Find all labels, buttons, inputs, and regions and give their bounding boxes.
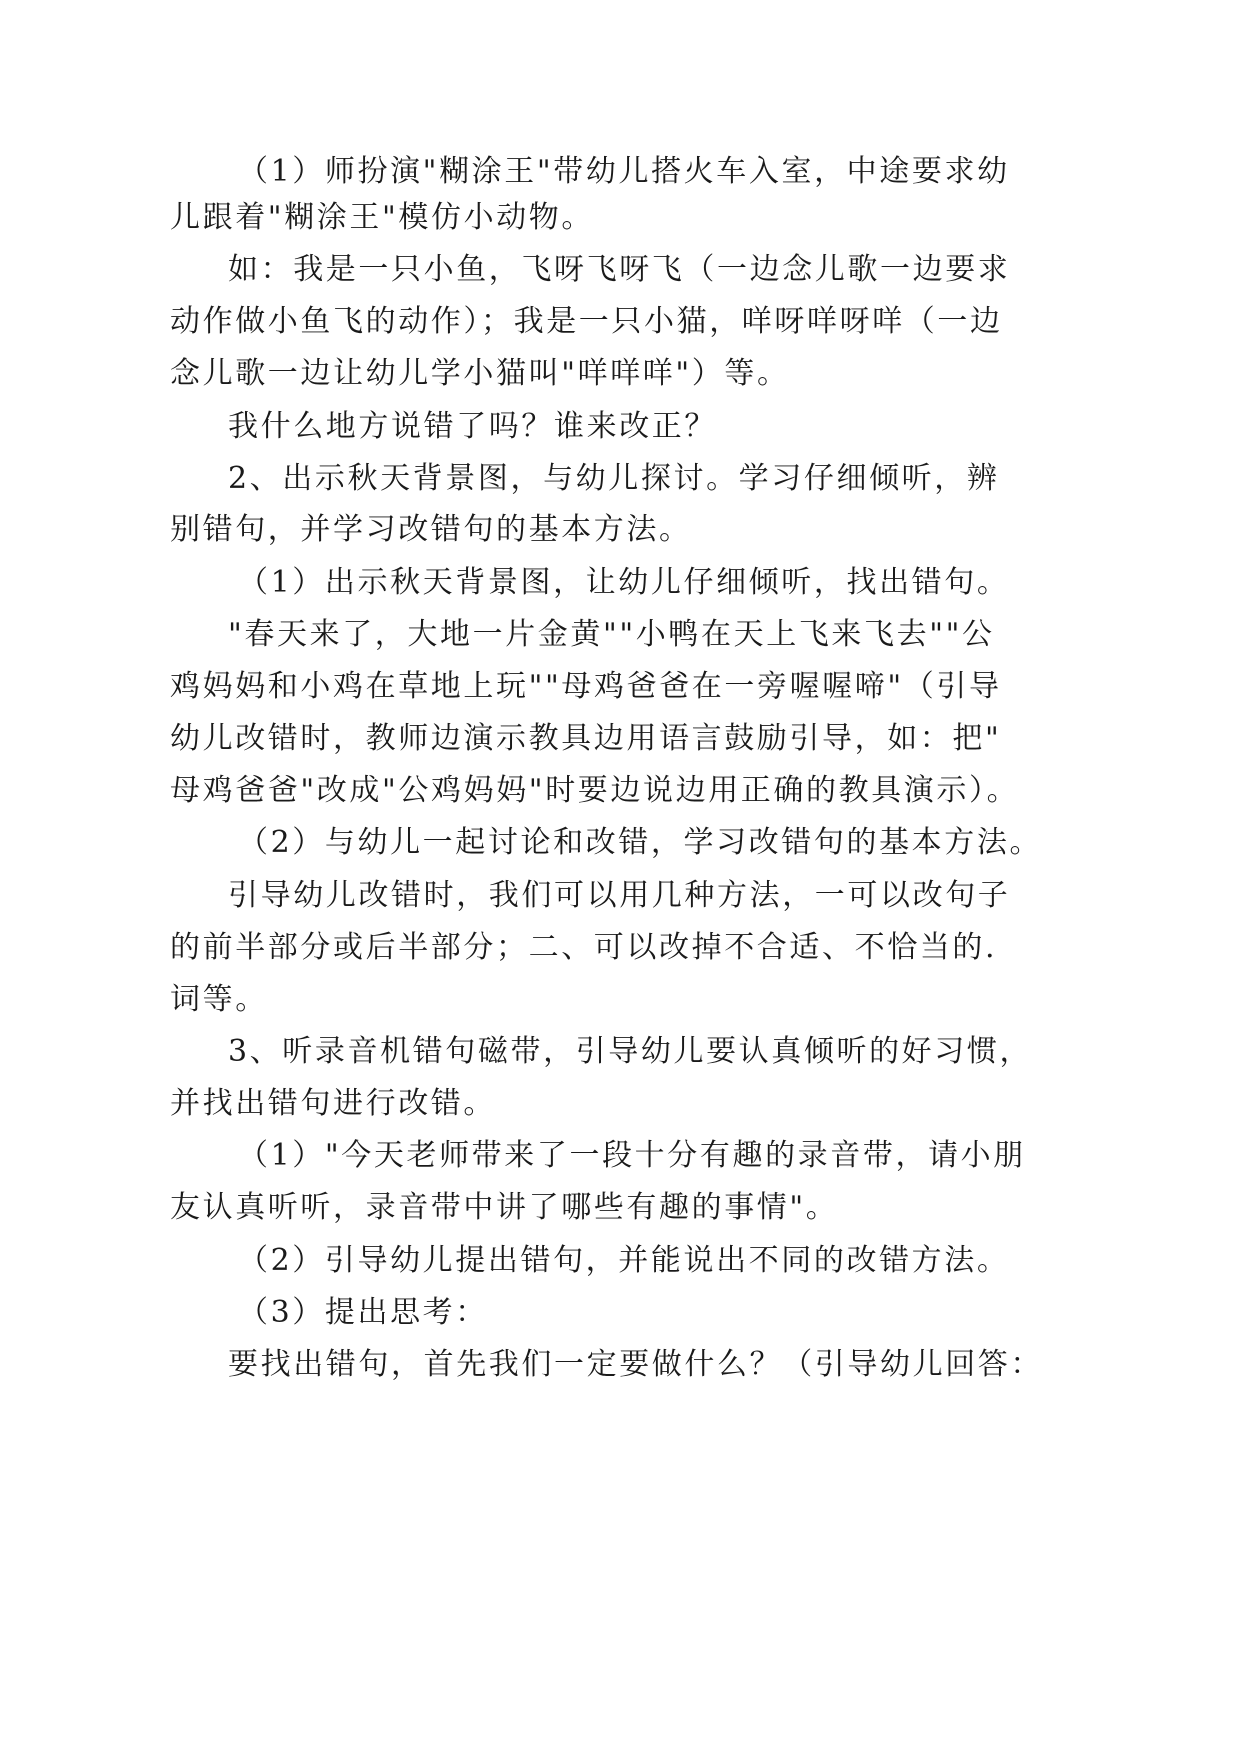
text-line: （2）引导幼儿提出错句，并能说出不同的改错方法。: [238, 1243, 1010, 1278]
text-line: 词等。: [170, 982, 268, 1017]
text-line: 3、听录音机错句磁带，引导幼儿要认真倾听的好习惯，: [228, 1034, 1033, 1069]
text-line: 动作做小鱼飞的动作）；我是一只小猫，咩呀咩呀咩（一边: [170, 304, 1003, 339]
text-line: 要找出错句，首先我们一定要做什么？（引导幼儿回答：: [228, 1347, 1043, 1382]
text-line: 幼儿改错时，教师边演示教具边用语言鼓励引导，如：把": [170, 721, 1002, 756]
text-line: 母鸡爸爸"改成"公鸡妈妈"时要边说边用正确的教具演示）。: [170, 773, 1020, 808]
text-line: （2）与幼儿一起讨论和改错，学习改错句的基本方法。: [238, 825, 1043, 860]
text-line: 别错句，并学习改错句的基本方法。: [170, 512, 692, 547]
text-line: 鸡妈妈和小鸡在草地上玩""母鸡爸爸在一旁喔喔啼"（引导: [170, 669, 1002, 704]
text-line: 的前半部分或后半部分；二、可以改掉不合适、不恰当的.: [170, 930, 998, 965]
text-line: （3）提出思考：: [238, 1295, 488, 1330]
text-line: 如：我是一只小鱼，飞呀飞呀飞（一边念儿歌一边要求: [228, 252, 1011, 287]
text-line: 并找出错句进行改错。: [170, 1086, 496, 1121]
text-line: （1）"今天老师带来了一段十分有趣的录音带，请小朋: [238, 1138, 1026, 1173]
text-line: 引导幼儿改错时，我们可以用几种方法，一可以改句子: [228, 878, 1011, 913]
text-line: 我什么地方说错了吗？谁来改正？: [228, 409, 717, 444]
text-line: "春天来了，大地一片金黄""小鸭在天上飞来飞去""公: [228, 617, 995, 652]
text-line: 念儿歌一边让幼儿学小猫叫"咩咩咩"）等。: [170, 356, 790, 391]
text-line: （1）出示秋天背景图，让幼儿仔细倾听，找出错句。: [238, 565, 1010, 600]
text-line: （1）师扮演"糊涂王"带幼儿搭火车入室，中途要求幼: [238, 154, 1010, 189]
text-line: 友认真听听，录音带中讲了哪些有趣的事情"。: [170, 1190, 839, 1225]
text-line: 2、出示秋天背景图，与幼儿探讨。学习仔细倾听，辨: [228, 461, 1000, 496]
text-line: 儿跟着"糊涂王"模仿小动物。: [170, 200, 594, 235]
